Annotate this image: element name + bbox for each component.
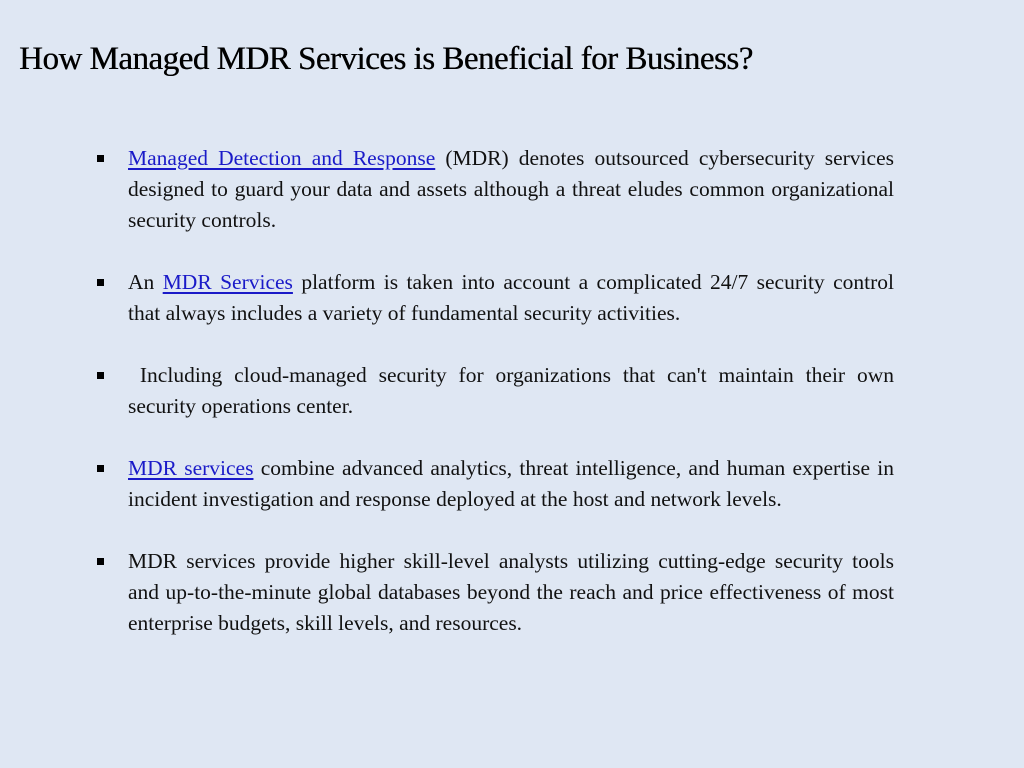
square-bullet-icon <box>97 372 104 379</box>
bullet-list <box>128 143 894 670</box>
list-item <box>128 360 894 422</box>
mdr-services-link[interactable]: MDR services <box>128 456 254 480</box>
square-bullet-icon <box>97 155 104 162</box>
list-item <box>128 453 894 515</box>
bullet-text: Including cloud-managed security for organizations that can't maintain their own security operations center. <box>128 363 894 418</box>
square-bullet-icon <box>97 465 104 472</box>
square-bullet-icon <box>97 558 104 565</box>
bullet-text: MDR services provide higher skill-level analysts utilizing cutting-edge security tools and up-to-the-minute global databases beyond the reach and price effectiveness of most enterprise budgets, skill levels, and resources. <box>128 549 894 635</box>
page-title: How Managed MDR Services is Beneficial for Business? <box>19 41 753 77</box>
bullet-text: combine advanced analytics, threat intelligence, and human expertise in incident investigation and response deployed at the host and network levels. <box>128 456 895 511</box>
list-item <box>128 267 894 329</box>
list-item <box>128 546 894 639</box>
mdr-services-platform-link[interactable]: MDR Services <box>162 270 293 294</box>
bullet-text: platform is taken into account a complicated 24/7 security control that always includes a variety of fundamental security activities. <box>128 270 894 325</box>
list-item <box>128 143 894 236</box>
bullet-text: (MDR) denotes outsourced cybersecurity services designed to guard your data and assets although a threat eludes common organizational security controls. <box>128 146 894 232</box>
square-bullet-icon <box>97 279 104 286</box>
bullet-text-prefix: An <box>128 270 163 294</box>
managed-detection-and-response-link[interactable]: Managed Detection and Response <box>128 146 436 170</box>
